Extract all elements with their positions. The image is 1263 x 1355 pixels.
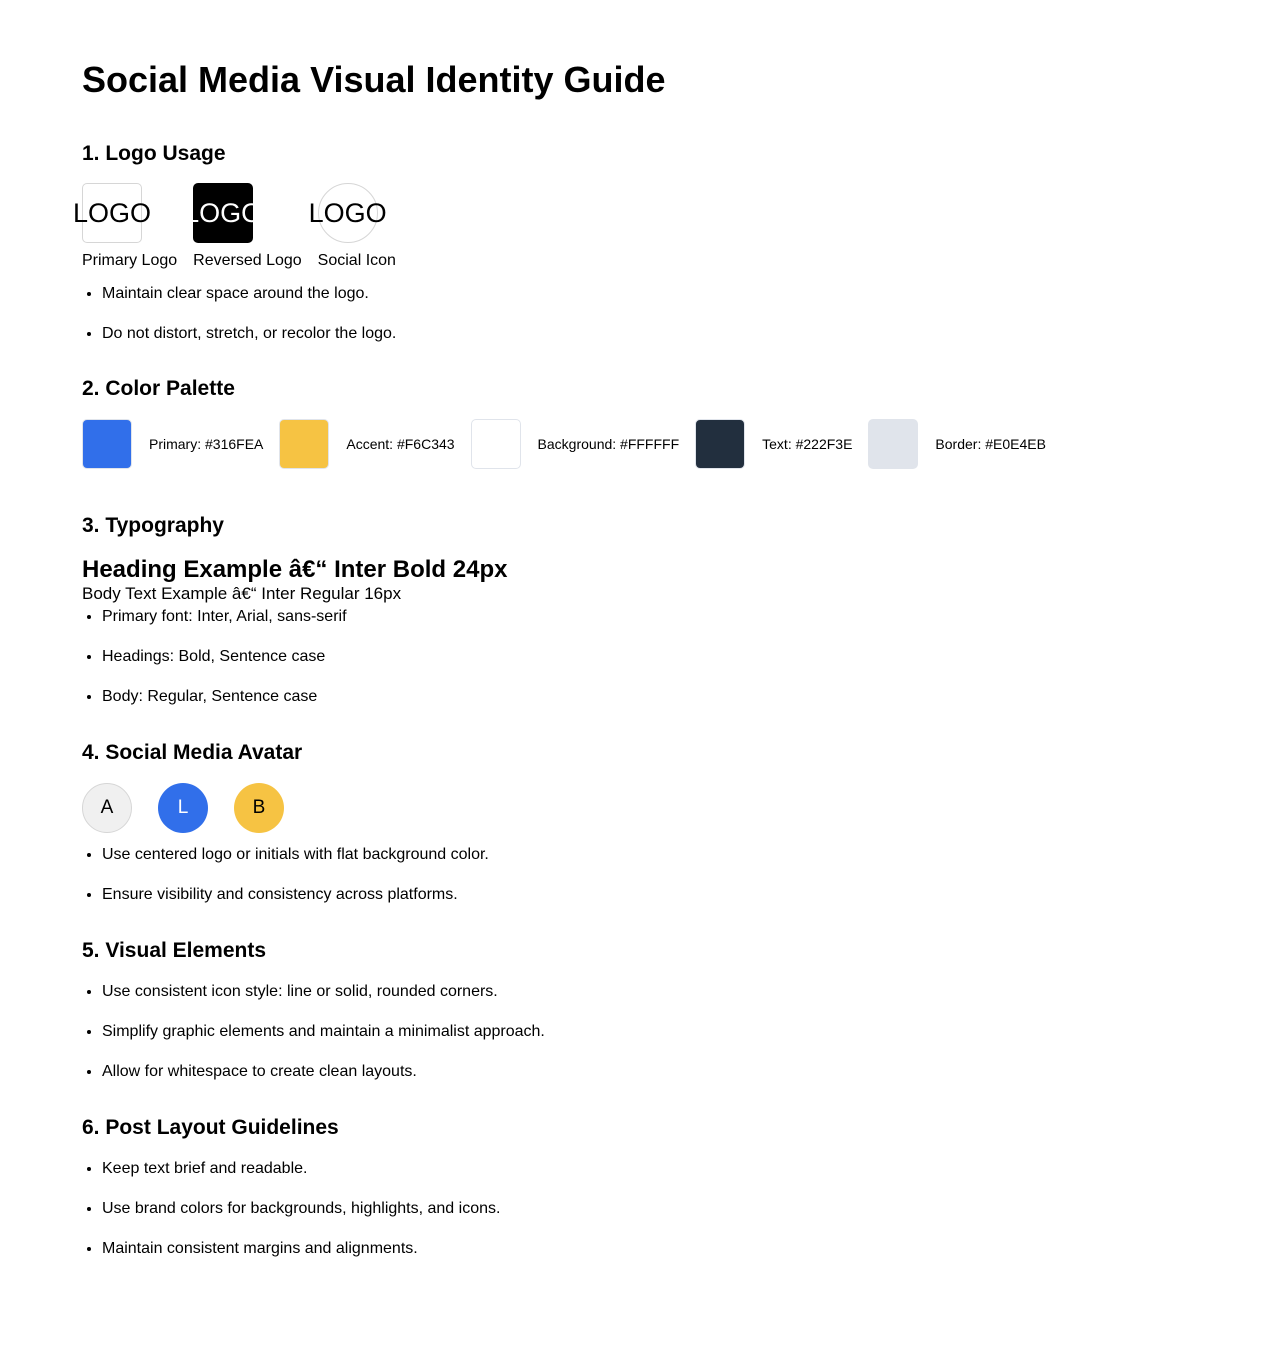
list-item: • Use consistent icon style: line or solid, rounded corners. — [102, 982, 1263, 1002]
list-item: • Allow for whitespace to create clean layouts. — [102, 1062, 1263, 1082]
color-label: Primary: #316FEA — [149, 436, 264, 452]
reversed-logo-item — [184, 183, 302, 271]
list-item: • Maintain consistent margins and alignments. — [102, 1239, 1263, 1259]
list-item: • Body: Regular, Sentence case — [102, 687, 1263, 707]
avatar-rules-list — [82, 845, 1263, 905]
list-item: • Maintain clear space around the logo. — [102, 284, 1263, 304]
color-swatch-accent — [279, 419, 329, 469]
avatar: B — [234, 783, 284, 833]
logo-caption: Primary Logo — [82, 252, 178, 269]
color-label: Border: #E0E4EB — [935, 436, 1046, 452]
color-label: Background: #FFFFFF — [537, 436, 680, 452]
primary-logo-item — [72, 183, 178, 271]
list-item: • Keep text brief and readable. — [102, 1159, 1263, 1179]
avatar-section — [82, 741, 1263, 905]
list-item: • Do not distort, stretch, or recolor the logo. — [102, 324, 1263, 344]
social-icon-item — [308, 183, 396, 271]
visual-elements-section — [82, 939, 1263, 1082]
section-heading: 1. Logo Usage — [82, 142, 226, 165]
color-palette — [82, 419, 1263, 469]
logo-caption: Social Icon — [317, 252, 396, 269]
social-icon-logo: LOGO — [318, 183, 378, 243]
list-item: • Simplify graphic elements and maintain a minimalist approach. — [102, 1022, 1263, 1042]
post-layout-list — [82, 1159, 1263, 1259]
color-swatch-primary — [82, 419, 132, 469]
reversed-logo: LOGO — [193, 183, 253, 243]
section-heading: 3. Typography — [82, 514, 224, 537]
list-item: • Ensure visibility and consistency across platforms. — [102, 885, 1263, 905]
page-title: Social Media Visual Identity Guide — [82, 59, 666, 100]
logo-caption: Reversed Logo — [193, 252, 302, 269]
color-label: Accent: #F6C343 — [346, 436, 455, 452]
color-swatch-border — [868, 419, 918, 469]
color-palette-section — [82, 377, 1263, 469]
post-layout-section — [82, 1116, 1263, 1259]
body-example: Body Text Example â€“ Inter Regular 16px — [82, 584, 402, 603]
section-heading: 4. Social Media Avatar — [82, 741, 303, 764]
avatar-examples — [82, 783, 1263, 833]
list-item: • Headings: Bold, Sentence case — [102, 647, 1263, 667]
list-item: • Use brand colors for backgrounds, highlights, and icons. — [102, 1199, 1263, 1219]
list-item: • Primary font: Inter, Arial, sans-serif — [102, 607, 1263, 627]
logo-usage-section — [72, 142, 1263, 344]
logo-rules-list — [82, 284, 1263, 344]
color-swatch-background — [471, 419, 521, 469]
section-heading: 2. Color Palette — [82, 377, 235, 400]
primary-logo: LOGO — [82, 183, 142, 243]
list-item: • Use centered logo or initials with flat background color. — [102, 845, 1263, 865]
color-swatch-text — [695, 419, 745, 469]
section-heading: 5. Visual Elements — [82, 939, 267, 962]
avatar: A — [82, 783, 132, 833]
logo-variants — [72, 183, 1263, 271]
typography-section — [82, 514, 1263, 707]
section-heading: 6. Post Layout Guidelines — [82, 1116, 339, 1139]
avatar: L — [158, 783, 208, 833]
typography-rules-list — [82, 607, 1263, 707]
visual-elements-list — [82, 982, 1263, 1082]
color-label: Text: #222F3E — [762, 436, 853, 452]
heading-example: Heading Example â€“ Inter Bold 24px — [82, 556, 508, 583]
